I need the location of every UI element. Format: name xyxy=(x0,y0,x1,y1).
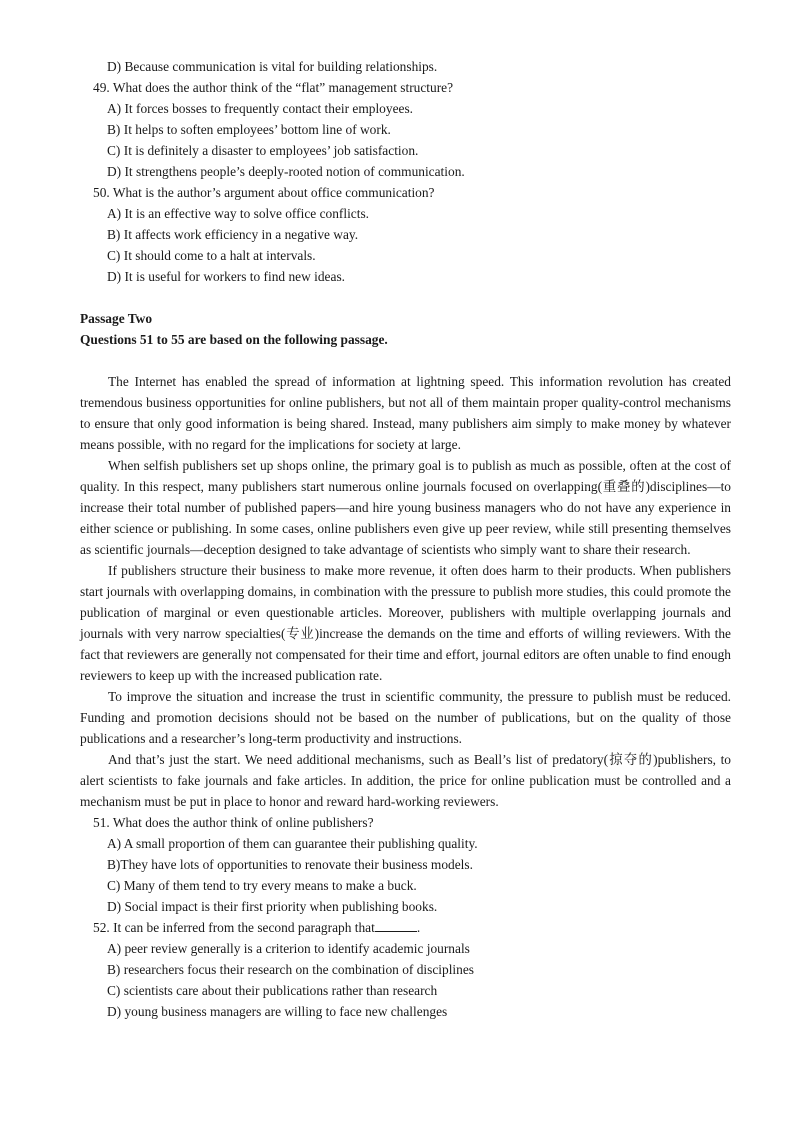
passage-paragraph-5: And that’s just the start. We need additional mechanisms, such as Beall’s list of predatory(掠夺的)publishers, to alert scientists to fake journals and fake articles. In addition, the price for online publication must be controlled and a mechanism must be put in place to honor and reward hard-working reviewers. xyxy=(80,752,731,809)
q52-stem-end: . xyxy=(416,920,421,935)
q49-option-a: A) It forces bosses to frequently contact their employees. xyxy=(107,101,414,116)
q52-option-d: D) young business managers are willing to face new challenges xyxy=(107,1004,448,1019)
document-page xyxy=(80,56,731,1022)
q52-option-a: A) peer review generally is a criterion to identify academic journals xyxy=(107,941,470,956)
passage-paragraph-2: When selfish publishers set up shops online, the primary goal is to publish as much as possible, often at the cost of quality. In this respect, many publishers start numerous online journals focused on overlapping(重叠的)disciplines—to increase their total number of published papers—and hire young business managers who do not have any experience in either science or publishing. In some cases, online publishers even give up peer review, while still presenting themselves as scientific journals—deception designed to take advantage of scientists who simply want to share their research. xyxy=(80,458,731,557)
q50-option-c: C) It should come to a halt at intervals. xyxy=(107,248,316,263)
q50-option-a: A) It is an effective way to solve office conflicts. xyxy=(107,206,370,221)
q51-option-b: B)They have lots of opportunities to renovate their business models. xyxy=(107,857,473,872)
q51-option-a: A) A small proportion of them can guarantee their publishing quality. xyxy=(107,836,478,851)
q51-option-c: C) Many of them tend to try every means to make a buck. xyxy=(107,878,417,893)
q51-option-d: D) Social impact is their first priority when publishing books. xyxy=(107,899,438,914)
q49-option-b: B) It helps to soften employees’ bottom line of work. xyxy=(107,122,391,137)
q49-option-d: D) It strengthens people’s deeply-rooted notion of communication. xyxy=(107,164,465,179)
q50-stem: 50. What is the author’s argument about office communication? xyxy=(93,185,435,200)
q49-option-c: C) It is definitely a disaster to employees’ job satisfaction. xyxy=(107,143,419,158)
answer-blank xyxy=(375,919,417,932)
q49-stem: 49. What does the author think of the “flat” management structure? xyxy=(93,80,454,95)
q52-option-c: C) scientists care about their publications rather than research xyxy=(107,983,438,998)
passage-paragraph-3: If publishers structure their business to make more revenue, it often does harm to their products. When publishers start journals with overlapping domains, in combination with the pressure to publish more studies, this could promote the publication of marginal or even questionable articles. Moreover, publishers with multiple overlapping journals and journals with very narrow specialties(专业)increase the demands on the time and efforts of willing reviewers. With the fact that reviewers are generally not compensated for their time and effort, journal editors are often unable to find enough reviewers to keep up with the increased publication rate. xyxy=(80,563,731,683)
passage-paragraph-4: To improve the situation and increase the trust in scientific community, the pressure to publish must be reduced. Funding and promotion decisions should not be based on the number of publications, but on the quality of those publications and a researcher’s long-term productivity and instructions. xyxy=(80,689,731,746)
q52-option-b: B) researchers focus their research on the combination of disciplines xyxy=(107,962,474,977)
spacer xyxy=(80,287,731,308)
q52-stem: 52. It can be inferred from the second paragraph that xyxy=(93,920,375,935)
passage-instruction: Questions 51 to 55 are based on the following passage. xyxy=(80,332,388,347)
spacer xyxy=(80,350,731,371)
q50-option-b: B) It affects work efficiency in a negative way. xyxy=(107,227,359,242)
q52-stem-row xyxy=(80,917,731,938)
q48-option-d: D) Because communication is vital for building relationships. xyxy=(107,59,438,74)
passage-paragraph-1: The Internet has enabled the spread of information at lightning speed. This information revolution has created tremendous business opportunities for online publishers, but not all of them maintain proper quality-control mechanisms to ensure that only good information is being shared. Instead, many publishers aim simply to make money by whatever means possible, with no regard for the implications for society at large. xyxy=(80,374,731,452)
q51-stem: 51. What does the author think of online publishers? xyxy=(93,815,374,830)
passage-title: Passage Two xyxy=(80,311,153,326)
q50-option-d: D) It is useful for workers to find new ideas. xyxy=(107,269,345,284)
